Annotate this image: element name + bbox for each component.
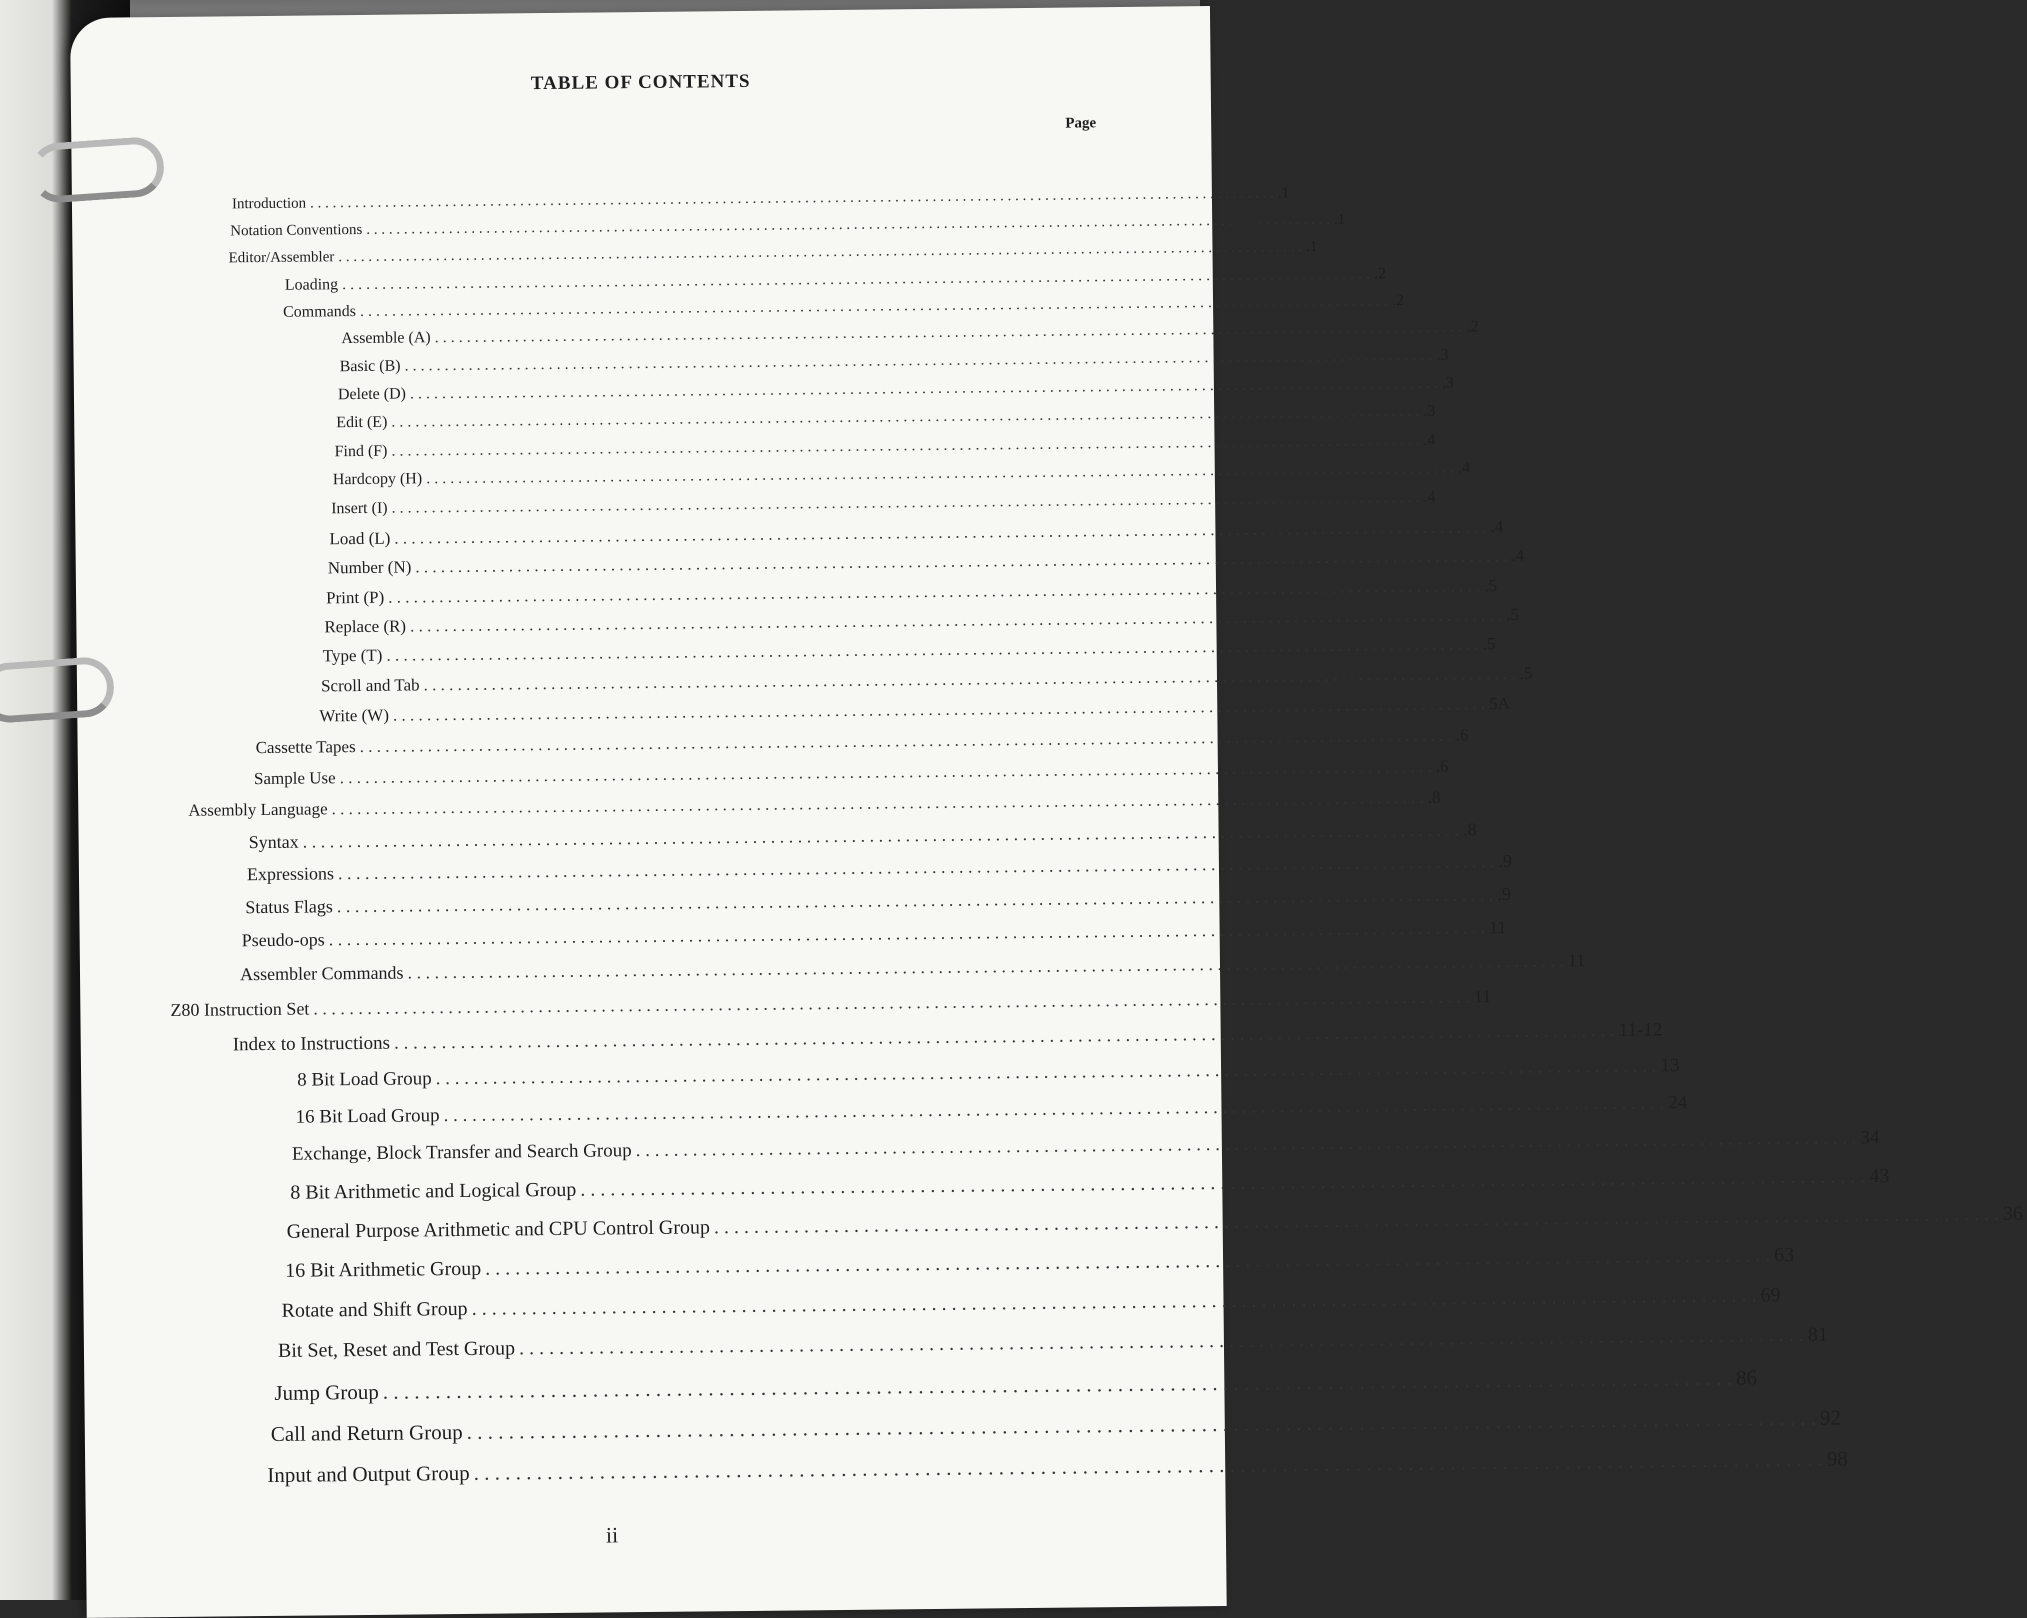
toc-entry: Print (P) . . . .5: [326, 580, 1122, 608]
toc-entry: Cassette Tapes . . . .6: [256, 729, 1134, 758]
leader-dots: [360, 292, 1388, 321]
toc-entry: Assembler Commands . . . 11: [240, 955, 1156, 986]
toc-entry: Hardcopy (H) . . . .4: [333, 463, 1113, 489]
leader-dots: [472, 1284, 1757, 1320]
leader-dots: [580, 1165, 1865, 1201]
leader-dots: [337, 884, 1494, 917]
toc-entry: Z80 Instruction Set . . . 11: [170, 990, 1160, 1021]
leader-dots: [404, 347, 1432, 376]
leader-dots: [443, 1092, 1664, 1127]
toc-entry: Call and Return Group . . . 92: [271, 1412, 1209, 1447]
toc-entry: Rotate and Shift Group . . . 69: [281, 1290, 1195, 1323]
toc-entry: Number (N) . . . .4: [328, 550, 1120, 578]
toc-entry: Commands . . . .2: [283, 295, 1099, 322]
document-page: [70, 6, 2024, 1618]
leader-dots: [636, 1127, 1857, 1162]
toc-entry: Scroll and Tab . . . .5: [321, 668, 1129, 696]
leader-dots: [410, 375, 1438, 404]
leader-dots: [310, 185, 1274, 212]
page-column-header: Page: [1065, 115, 1097, 132]
leader-dots: [360, 726, 1452, 757]
leader-dots: [391, 432, 1419, 461]
leader-dots: [394, 1020, 1615, 1055]
leader-dots: [329, 917, 1486, 950]
toc-entry: Index to Instructions . . . 11-12: [233, 1025, 1165, 1057]
leader-dots: [407, 950, 1564, 983]
leader-dots: [313, 986, 1470, 1019]
leader-dots: [394, 517, 1486, 548]
page-number: ii: [605, 1522, 619, 1548]
toc-entry: Loading . . . .2: [285, 268, 1097, 295]
toc-entry: Insert (I) . . . .4: [331, 492, 1115, 518]
leader-dots: [342, 265, 1370, 294]
toc-entry: Find (F) . . . .4: [334, 435, 1110, 461]
leader-dots: [474, 1447, 1823, 1486]
toc-entry: Exchange, Block Transfer and Search Group . . . 34: [292, 1134, 1178, 1165]
leader-dots: [391, 489, 1419, 518]
toc-entry: Delete (D) . . . .3: [338, 378, 1106, 404]
toc-entry: 8 Bit Arithmetic and Logical Group . . . 43: [290, 1172, 1182, 1204]
leader-dots: [391, 403, 1419, 432]
leader-dots: [467, 1406, 1816, 1445]
leader-dots: [714, 1203, 1999, 1239]
binder-ring-icon: [28, 135, 166, 204]
leader-dots: [338, 239, 1302, 266]
toc-entry: Edit (E) . . . .3: [336, 406, 1108, 432]
leader-dots: [426, 460, 1454, 489]
leader-dots: [410, 605, 1502, 636]
toc-entry: Bit Set, Reset and Test Group . . . 81: [278, 1330, 1200, 1363]
leader-dots: [423, 664, 1515, 695]
toc-entry: Expressions . . . .9: [247, 855, 1145, 885]
leader-dots: [340, 757, 1432, 788]
toc-entry: 16 Bit Load Group . . . 24: [295, 1098, 1173, 1129]
leader-dots: [435, 318, 1463, 347]
toc-entry: Load (L) . . . .4: [329, 521, 1117, 549]
leader-dots: [338, 851, 1495, 884]
toc-entry: Input and Output Group . . . 98: [267, 1453, 1213, 1488]
leader-dots: [519, 1324, 1804, 1360]
toc-entry: Assembly Language . . . .8: [188, 791, 1140, 821]
leader-dots: [393, 694, 1485, 725]
leader-dots: [303, 819, 1460, 852]
leader-dots: [415, 546, 1507, 577]
leader-dots: [386, 634, 1478, 665]
toc-entry: Introduction . . . .1: [232, 187, 1092, 213]
page-title: TABLE OF CONTENTS: [530, 70, 751, 95]
toc-entry: 8 Bit Load Group . . . 13: [297, 1061, 1169, 1092]
leader-dots: [388, 576, 1480, 607]
leader-dots: [331, 788, 1423, 819]
toc-entry: Status Flags . . . .9: [245, 888, 1149, 918]
toc-entry: Jump Group . . . 86: [274, 1371, 1204, 1406]
leader-dots: [485, 1244, 1770, 1280]
toc-entry: 16 Bit Arithmetic Group . . . 63: [285, 1250, 1191, 1282]
toc-entry: Syntax . . . .8: [249, 823, 1143, 853]
leader-dots: [366, 212, 1330, 239]
toc-entry: Notation Conventions . . . .1: [230, 214, 1092, 240]
toc-entry: Pseudo-ops . . . 11: [242, 921, 1154, 952]
leader-dots: [383, 1366, 1732, 1405]
toc-entry: Write (W) . . . 5A: [319, 698, 1131, 727]
toc-entry: Editor/Assembler . . . .1: [228, 241, 1094, 267]
leader-dots: [436, 1055, 1657, 1090]
toc-entry: Type (T) . . . .5: [323, 638, 1127, 666]
toc-entry: Replace (R) . . . .5: [324, 609, 1124, 637]
toc-entry: Sample Use . . . .6: [254, 760, 1136, 789]
toc-entry: Basic (B) . . . .3: [340, 350, 1104, 376]
toc-entry: General Purpose Arithmetic and CPU Control Group . . . 36: [287, 1211, 1187, 1243]
toc-entry: Assemble (A) . . . .2: [341, 322, 1101, 348]
